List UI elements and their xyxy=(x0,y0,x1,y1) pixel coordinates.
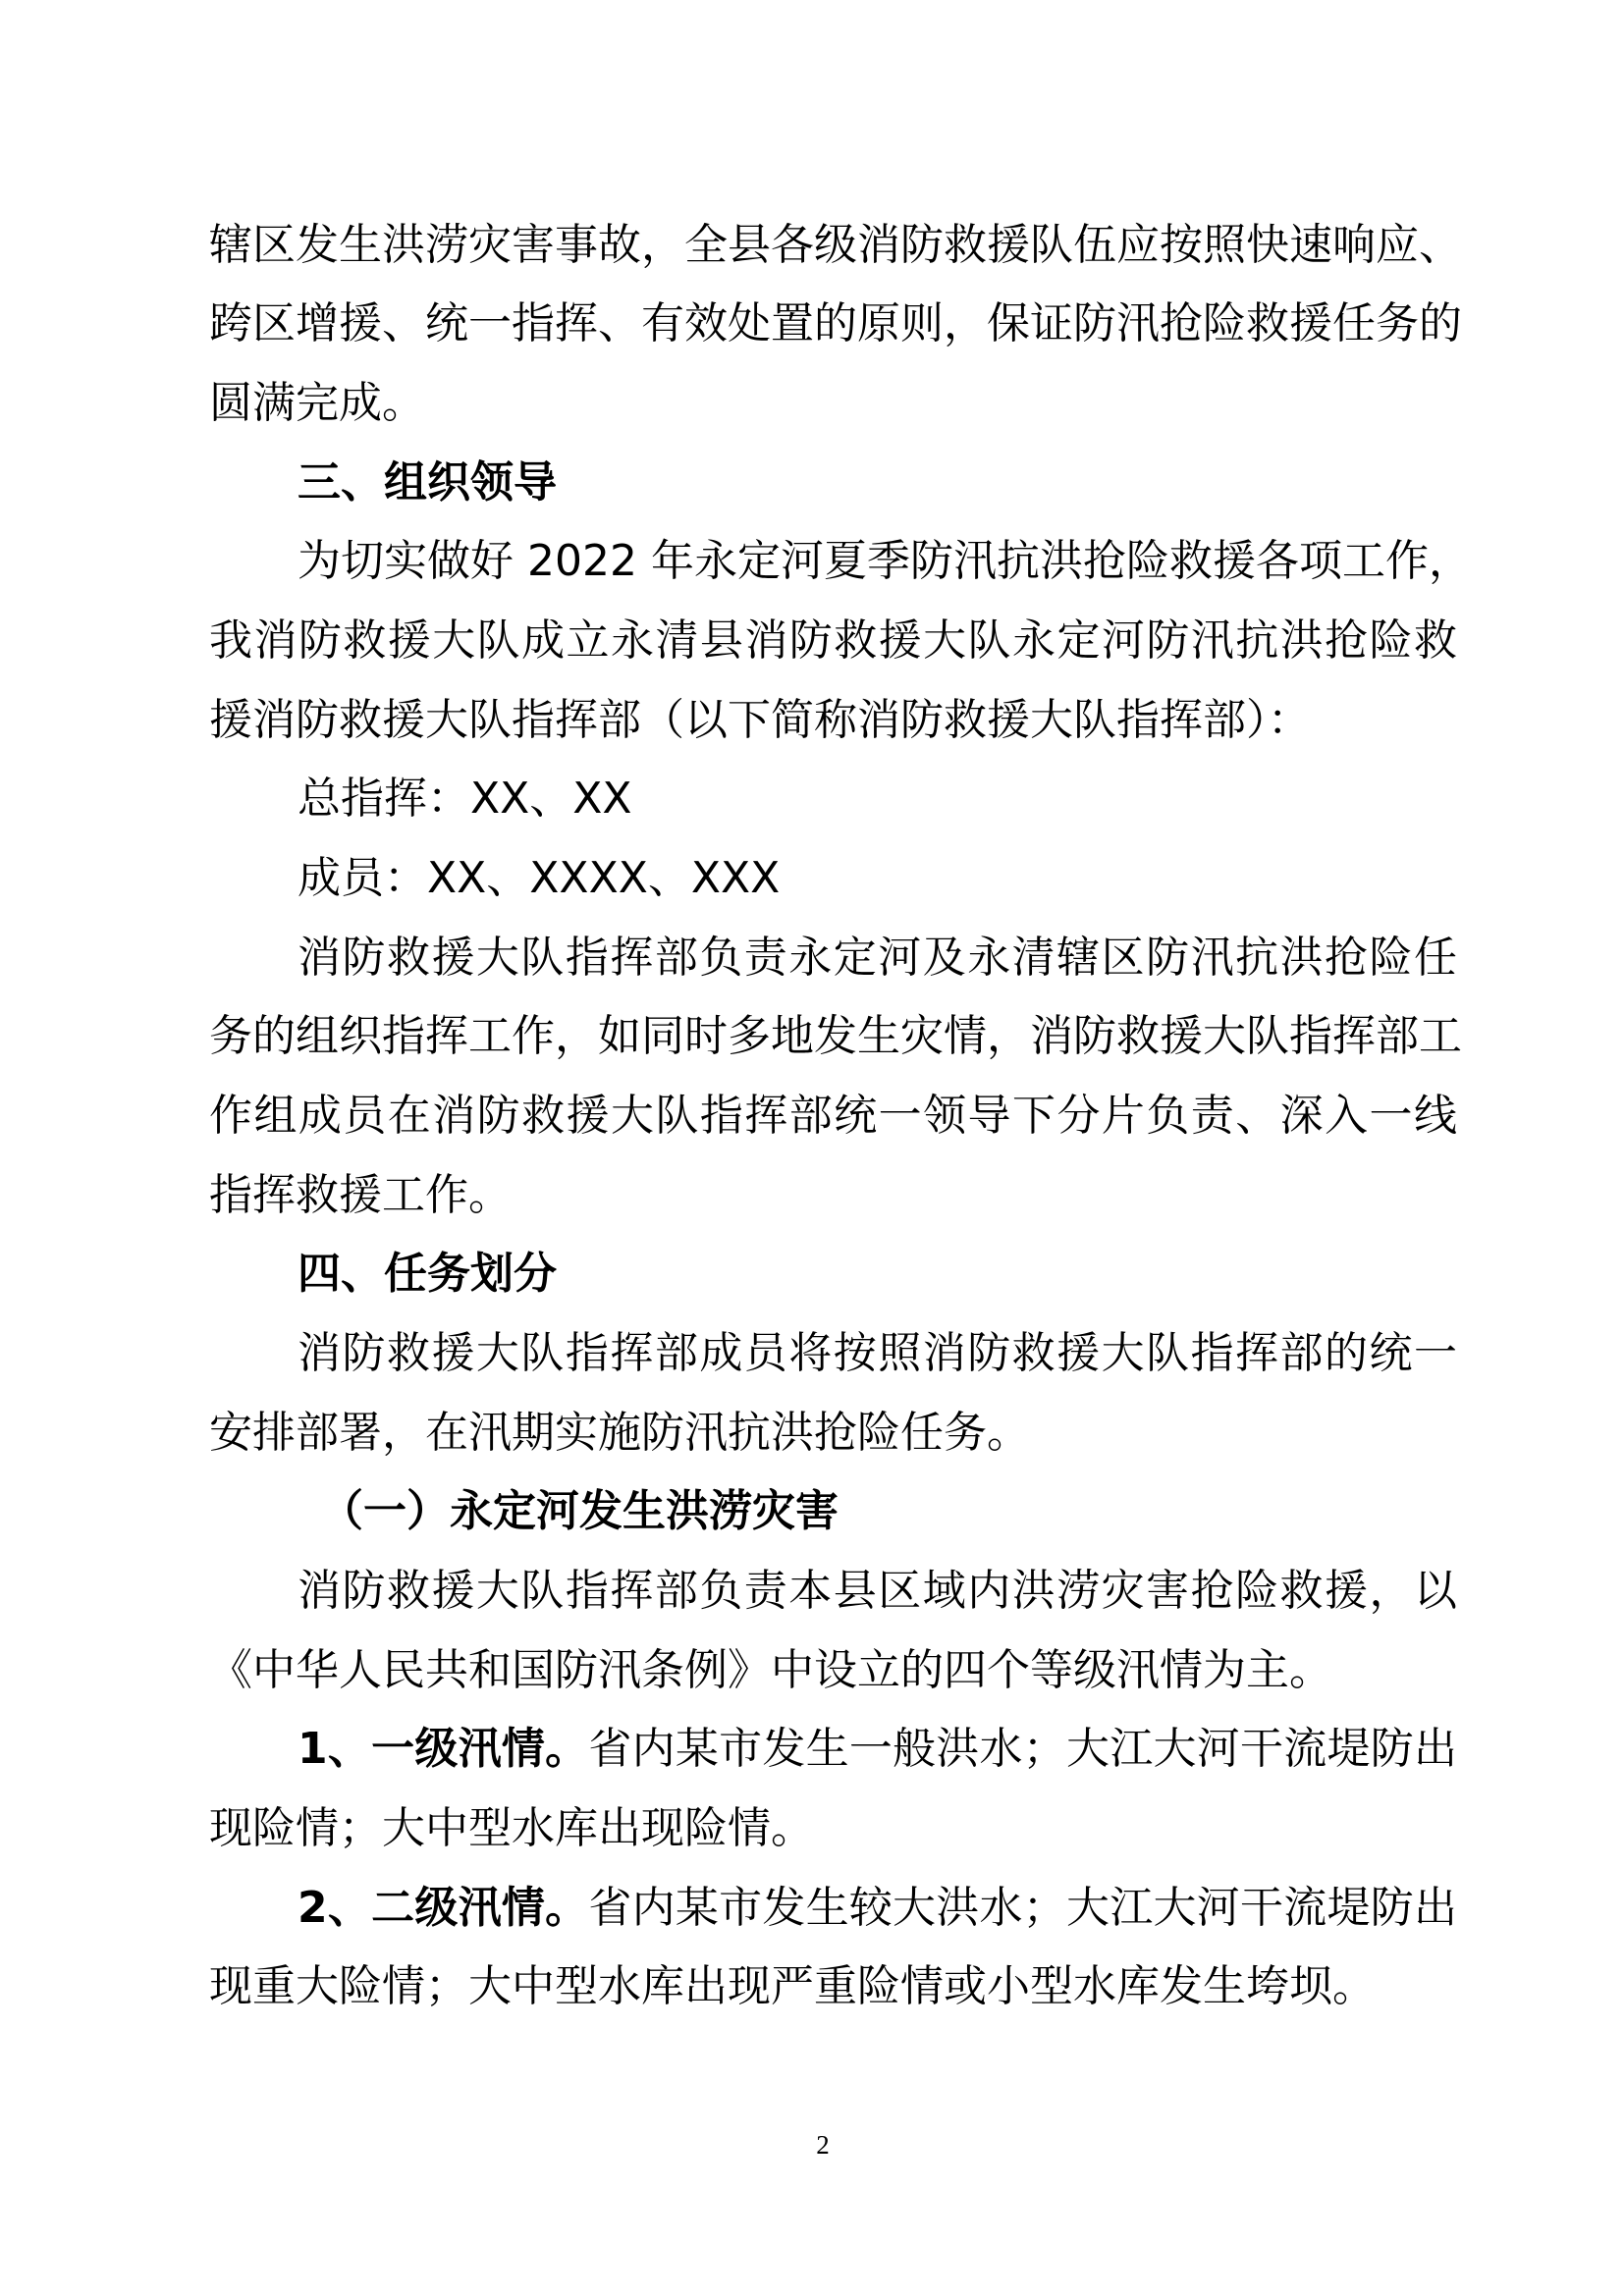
paragraph xyxy=(209,919,1462,1236)
paragraph-line: 我消防救援大队成立永清县消防救援大队永定河防汛抗洪抢险救 xyxy=(209,615,1457,667)
paragraph-line: 现重大险情；大中型水库出现严重险情或小型水库发生垮坝。 xyxy=(209,1961,1376,2012)
members-line xyxy=(209,839,1457,919)
paragraph-line: 跨区增援、统一指挥、有效处置的原则，保证防汛抢险救援任务的 xyxy=(209,298,1462,349)
page-number: 2 xyxy=(816,2130,830,2160)
list-item-lead: 1、一级汛情。 xyxy=(298,1724,589,1775)
paragraph-line: 指挥救援工作。 xyxy=(209,1169,512,1220)
list-item-text: 省内某市发生较大洪水；大江大河干流堤防出 xyxy=(588,1882,1458,1933)
section-heading: 四、任务划分 xyxy=(298,1249,557,1300)
paragraph xyxy=(209,206,1462,444)
section-heading: 三、组织领导 xyxy=(298,456,557,507)
paragraph-line: 援消防救援大队指挥部（以下简称消防救援大队指挥部）： xyxy=(209,694,1311,745)
paragraph-line: 消防救援大队指挥部负责永定河及永清辖区防汛抗洪抢险任 xyxy=(298,932,1457,983)
paragraph xyxy=(209,1552,1457,1710)
paragraph-line xyxy=(209,1869,1457,1949)
paragraph-line: 作组成员在消防救援大队指挥部统一领导下分片负责、深入一线 xyxy=(209,1091,1457,1142)
paragraph xyxy=(209,1314,1457,1472)
paragraph-line: 消防救援大队指挥部负责本县区域内洪涝灾害抢险救援，以 xyxy=(298,1566,1457,1617)
paragraph-line: 总指挥：XX、XX xyxy=(298,774,632,825)
paragraph-line: 现险情；大中型水库出现险情。 xyxy=(209,1803,814,1854)
paragraph-line: 《中华人民共和国防汛条例》中设立的四个等级汛情为主。 xyxy=(209,1644,1332,1695)
list-item xyxy=(209,1710,1457,1868)
list-item-lead: 2、二级汛情。 xyxy=(298,1882,589,1933)
paragraph-line: 安排部署，在汛期实施防汛抗洪抢险任务。 xyxy=(209,1407,1030,1458)
list-item-text: 省内某市发生一般洪水；大江大河干流堤防出 xyxy=(588,1724,1458,1775)
paragraph-line: 为切实做好 2022 年永定河夏季防汛抗洪抢险救援各项工作， xyxy=(298,536,1472,587)
paragraph-line: 成员：XX、XXXX、XXX xyxy=(298,853,781,904)
paragraph-line: 辖区发生洪涝灾害事故，全县各级消防救援队伍应按照快速响应、 xyxy=(209,219,1462,270)
commander-line xyxy=(209,760,1457,839)
document-body xyxy=(209,206,1472,2027)
list-item xyxy=(209,1869,1457,2027)
paragraph-line: 圆满完成。 xyxy=(209,378,425,429)
paragraph xyxy=(209,522,1472,760)
paragraph-line xyxy=(209,1710,1457,1789)
paragraph-line: 务的组织指挥工作，如同时多地发生灾情，消防救援大队指挥部工 xyxy=(209,1011,1462,1062)
subsection-heading: （一）永定河发生洪涝灾害 xyxy=(320,1486,839,1537)
paragraph-line: 消防救援大队指挥部成员将按照消防救援大队指挥部的统一 xyxy=(298,1328,1457,1379)
